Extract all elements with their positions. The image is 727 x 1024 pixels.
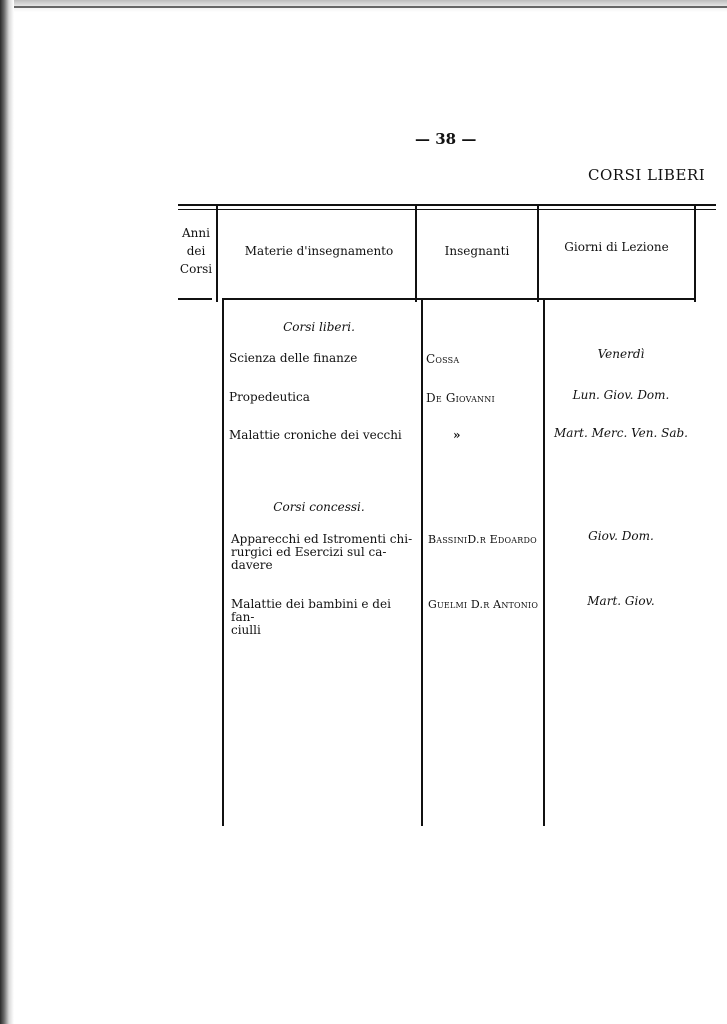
header-materie: Materie d'insegnamento [244,244,394,258]
page-binding-edge [0,0,14,1024]
giorni-cell: Mart. Merc. Ven. Sab. [554,426,688,440]
materia-cell: Malattie croniche dei vecchi [229,428,402,442]
col-divider-1 [222,300,224,826]
header-insegnanti: Insegnanti [444,244,510,258]
col-divider-4-header [694,205,696,302]
giorni-cell: Mart. Giov. [587,594,655,608]
page-top-rule [14,6,727,8]
header-giorni: Giorni di Lezione [564,240,669,254]
insegnante-cell: Cossa [426,352,460,366]
table-top-rule-thin [178,209,716,210]
col-divider-1-header [216,205,218,302]
col-divider-2 [421,300,423,826]
col-divider-3 [543,300,545,826]
insegnante-cell: BassiniD.r Edoardo [428,533,537,546]
insegnante-cell: De Giovanni [426,391,495,405]
materia-cell: Malattie dei bambini e dei fan- ciulli [231,597,391,637]
table-top-rule [178,204,716,206]
header-rule-years [178,298,212,300]
header-anni-dei-corsi: Anni dei Corsi [179,226,213,276]
giorni-cell: Lun. Giov. Dom. [572,388,670,402]
page-title: CORSI LIBERI [588,166,706,184]
giorni-cell: Venerdì [597,347,645,361]
section-title: Corsi liberi. [283,320,355,334]
insegnante-cell: Guelmi D.r Antonio [428,598,539,611]
header-bottom-rule [222,298,696,300]
materia-cell: Scienza delle finanze [229,351,358,365]
materia-cell: Apparecchi ed Istromenti chi- rurgici ed Esercizi sul ca- davere [231,532,413,572]
materia-cell: Propedeutica [229,390,310,404]
ditto-mark: » [453,428,461,442]
giorni-cell: Giov. Dom. [588,529,654,543]
section-title: Corsi concessi. [273,500,365,514]
page-number: — 38 — [415,130,477,148]
